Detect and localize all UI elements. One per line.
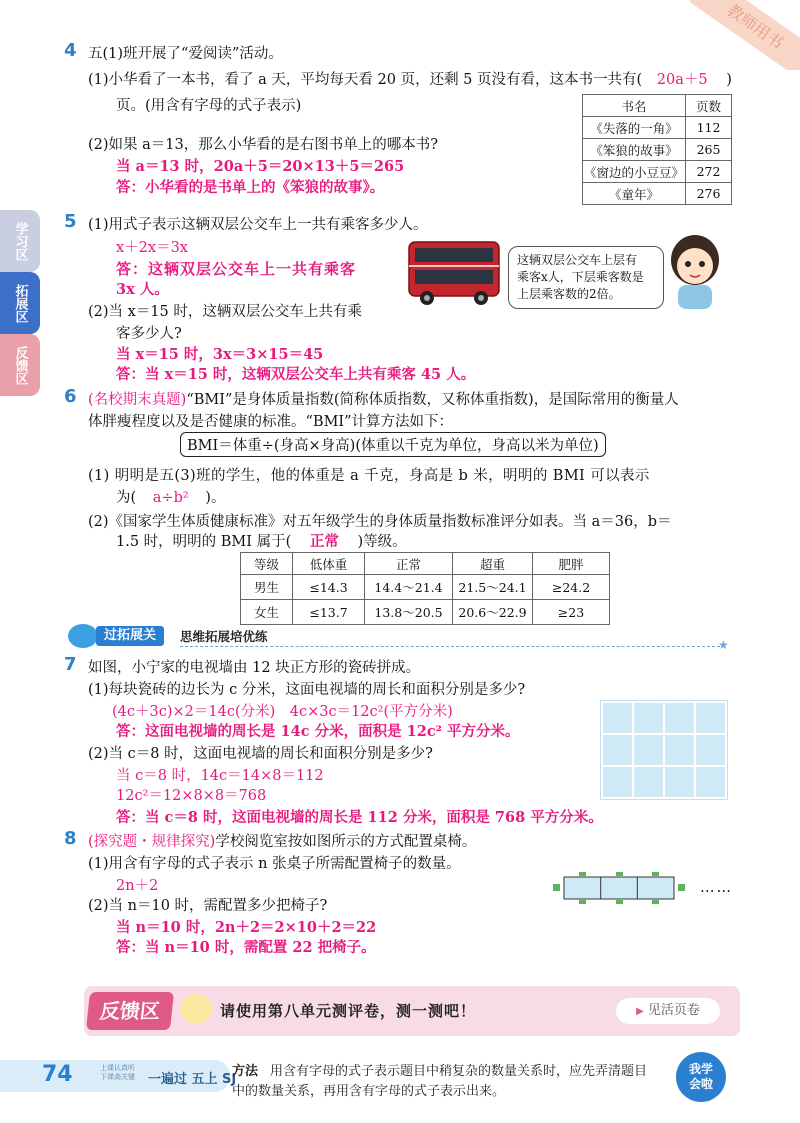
slogan-line-2: 下课高关键	[100, 1073, 135, 1081]
q7-answer-2: 答：这面电视墙的周长是 14c 分米，面积是 12c² 平方分米。	[116, 723, 520, 740]
method-label: 方法	[232, 1064, 259, 1079]
q8-stem	[88, 830, 476, 851]
tile	[696, 735, 725, 765]
i-learned-badge	[676, 1052, 726, 1102]
method-line-1: 用含有字母的式子表示题目中稍复杂的数量关系时，应先弄清题目	[270, 1064, 648, 1079]
q5-answer-5: 答：当 x＝15 时，这辆双层公交车上共有乘客 45 人。	[116, 366, 476, 383]
see-worksheet-button[interactable]	[616, 998, 720, 1024]
tile	[634, 735, 663, 765]
q8-part1: (1)用含有字母的式子表示 n 张桌子所需配置椅子的数量。	[88, 856, 461, 872]
q5-speech-bubble	[508, 246, 664, 309]
corner-tag	[690, 0, 800, 70]
q7-answer-5: 答：当 c＝8 时，这面电视墙的周长是 112 分米，面积是 768 平方分米。	[116, 809, 603, 826]
q6-part2-close: )等级。	[357, 534, 407, 550]
q4-part1-b: 页。(用含有字母的式子表示)	[116, 98, 302, 114]
feedback-text: 请使用第八单元测评卷，测一测吧！	[220, 1002, 477, 1020]
tile	[634, 767, 663, 797]
bmi-table-cell: 女生	[241, 600, 293, 625]
double-decker-bus-illustration	[405, 238, 505, 308]
bubble-line: 这辆双层公交车上层有	[517, 253, 638, 267]
bmi-table-header: 肥胖	[533, 553, 610, 575]
q8-stem-text: 学校阅览室按如图所示的方式配置桌椅。	[215, 834, 477, 850]
see-worksheet-label: 见活页卷	[647, 1003, 700, 1018]
q4-part1-answer: 20a＋5	[656, 72, 708, 88]
q6-part1-b	[116, 486, 225, 507]
book-pages: 112	[686, 117, 732, 139]
book-title: 《笨狼的故事》	[583, 139, 686, 161]
q4-part1-text: (1)小华看了一本书，看了 a 天，平均每天看 20 页，还剩 5 页没有看，这本书一共有(	[88, 72, 643, 88]
side-tab-study[interactable]: 学习区	[0, 210, 40, 272]
q6-tag: (名校期末真题)	[88, 392, 187, 408]
tables-chairs-figure	[550, 872, 690, 906]
book-title: 《失落的一角》	[583, 117, 686, 139]
corner-tag-text: 教师用书	[690, 0, 800, 70]
q6-part1-close: )。	[205, 490, 226, 506]
q5-answer-2: 答：这辆双层公交车上一共有乘客	[116, 260, 357, 278]
footer	[0, 1052, 800, 1123]
tile	[696, 767, 725, 797]
tile	[603, 735, 632, 765]
slogan-line-1: 上课认真听	[100, 1064, 135, 1072]
q8-answer-1: 2n＋2	[116, 878, 159, 894]
play-arrow-icon: ▶	[636, 1006, 644, 1017]
bubble-line: 乘客x人，下层乘客数是	[517, 270, 644, 284]
q5-answer-4: 当 x＝15 时，3x＝3×15＝45	[116, 346, 324, 363]
q6-stem-text: “BMI”是身体质量指数(简称体质指数，又称体重指数)，是国际常用的衡量人	[186, 392, 679, 408]
q8-part2: (2)当 n＝10 时，需配置多少把椅子?	[88, 898, 328, 914]
badge-line-2: 会啦	[688, 1077, 713, 1091]
bmi-standard-table	[240, 552, 610, 625]
badge-line-1: 我学	[688, 1062, 713, 1076]
q6-part1: (1) 明明是五(3)班的学生，他的体重是 a 千克，身高是 b 米，明明的 BMI 可以表示	[88, 468, 650, 484]
q5-part2-b: 客多少人?	[116, 326, 182, 342]
q6-part1-open: 为(	[116, 490, 137, 506]
bmi-table-header: 超重	[453, 553, 533, 575]
q8-tag: (探究题・规律探究)	[88, 834, 216, 850]
section-subtitle: 思维拓展培优练	[180, 629, 268, 644]
book-pages: 265	[686, 139, 732, 161]
q4-stem: 五(1)班开展了“爱阅读”活动。	[88, 46, 283, 62]
q8-number: 8	[64, 828, 77, 849]
q4-part2: (2)如果 a＝13，那么小华看的是右图书单上的哪本书?	[88, 137, 439, 153]
book-title: 《窗边的小豆豆》	[583, 161, 686, 183]
book-table-header: 页数	[686, 95, 732, 117]
q7-stem: 如图，小宁家的电视墙由 12 块正方形的瓷砖拼成。	[88, 660, 421, 676]
q7-part2: (2)当 c＝8 时，这面电视墙的周长和面积分别是多少?	[88, 746, 433, 762]
q6-part2-open: 1.5 时，明明的 BMI 属于(	[116, 534, 292, 550]
section-divider	[180, 646, 720, 647]
q4-part1	[88, 68, 732, 89]
footer-slogan	[100, 1064, 135, 1082]
q6-part1-answer: a÷b²	[152, 490, 189, 506]
q6-part2-b	[116, 530, 407, 551]
tile	[665, 703, 694, 733]
bmi-table-header: 正常	[365, 553, 453, 575]
page-number: 74	[42, 1062, 73, 1087]
q8-answer-3: 答：当 n＝10 时，需配置 22 把椅子。	[116, 939, 376, 956]
tile	[665, 767, 694, 797]
bmi-table-cell: 男生	[241, 575, 293, 600]
bubble-line: 上层乘客数的2倍。	[517, 287, 621, 301]
side-tab-extend[interactable]: 拓展区	[0, 272, 40, 334]
bmi-formula-box: BMI＝体重÷(身高×身高)(体重以千克为单位，身高以米为单位)	[180, 432, 606, 457]
tv-wall-tile-grid	[600, 700, 728, 800]
girl-character-illustration	[664, 230, 726, 310]
feedback-label: 反馈区	[86, 992, 174, 1030]
q4-part1-close: )	[726, 72, 732, 88]
q6-part2-answer: 正常	[309, 533, 339, 550]
q7-answer-3: 当 c＝8 时，14c＝14×8＝112	[116, 768, 324, 784]
q6-number: 6	[64, 386, 77, 407]
side-tab-feedback[interactable]: 反馈区	[0, 334, 40, 396]
method-tip	[232, 1062, 647, 1082]
star-icon: ★	[718, 638, 729, 652]
q7-answer-4: 12c²＝12×8×8＝768	[116, 788, 267, 804]
tile	[634, 703, 663, 733]
bmi-table-cell: 20.6～22.9	[453, 600, 533, 625]
section-header	[68, 624, 729, 652]
q4-answer-1: 当 a＝13 时，20a＋5＝20×13＋5＝265	[116, 158, 405, 175]
bmi-table-header: 等级	[241, 553, 293, 575]
bmi-table-cell: 13.8～20.5	[365, 600, 453, 625]
section-title: 过拓展关	[96, 626, 164, 646]
book-pages: 272	[686, 161, 732, 183]
book-pages: 276	[686, 183, 732, 205]
q5-answer-3: 3x 人。	[116, 281, 169, 298]
bmi-table-cell: ≥23	[533, 600, 610, 625]
q5-part1: (1)用式子表示这辆双层公交车上一共有乘客多少人。	[88, 217, 428, 233]
book-title: 《童年》	[583, 183, 686, 205]
q8-ellipsis: ……	[700, 880, 733, 896]
q5-part2: (2)当 x＝15 时，这辆双层公交车上共有乘	[88, 304, 362, 320]
bmi-table-cell: ≥24.2	[533, 575, 610, 600]
q6-part2: (2)《国家学生体质健康标准》对五年级学生的身体质量指数标准评分如表。当 a＝36，b＝	[88, 514, 672, 530]
star-badge-icon	[68, 624, 98, 648]
q4-number: 4	[64, 40, 77, 61]
q5-number: 5	[64, 211, 77, 232]
mascot-icon	[180, 994, 212, 1024]
feedback-banner	[84, 986, 740, 1036]
footer-brand: 一遍过 五上 SJ	[148, 1072, 237, 1087]
q7-answer-1: (4c＋3c)×2＝14c(分米) 4c×3c＝12c²(平方分米)	[112, 704, 453, 720]
q4-answer-2: 答：小华看的是书单上的《笨狼的故事》。	[116, 179, 385, 196]
book-table-header: 书名	[583, 95, 686, 117]
tile	[665, 735, 694, 765]
tile	[696, 703, 725, 733]
q5-answer-1: x＋2x＝3x	[116, 240, 188, 256]
book-list-table	[582, 94, 732, 205]
q7-number: 7	[64, 654, 77, 675]
bmi-table-cell: ≤14.3	[293, 575, 365, 600]
bmi-table-cell: 21.5～24.1	[453, 575, 533, 600]
tile	[603, 703, 632, 733]
bmi-table-header: 低体重	[293, 553, 365, 575]
q6-stem-1	[88, 388, 679, 409]
method-line-2: 中的数量关系，再用含有字母的式子表示出来。	[232, 1084, 506, 1099]
tile	[603, 767, 632, 797]
q7-part1: (1)每块瓷砖的边长为 c 分米，这面电视墙的周长和面积分别是多少?	[88, 682, 526, 698]
q6-stem-2: 体胖瘦程度以及是否健康的标准。“BMI”计算方法如下：	[88, 414, 454, 430]
bmi-table-cell: 14.4～21.4	[365, 575, 453, 600]
bmi-table-cell: ≤13.7	[293, 600, 365, 625]
q8-answer-2: 当 n＝10 时，2n＋2＝2×10＋2＝22	[116, 919, 377, 936]
